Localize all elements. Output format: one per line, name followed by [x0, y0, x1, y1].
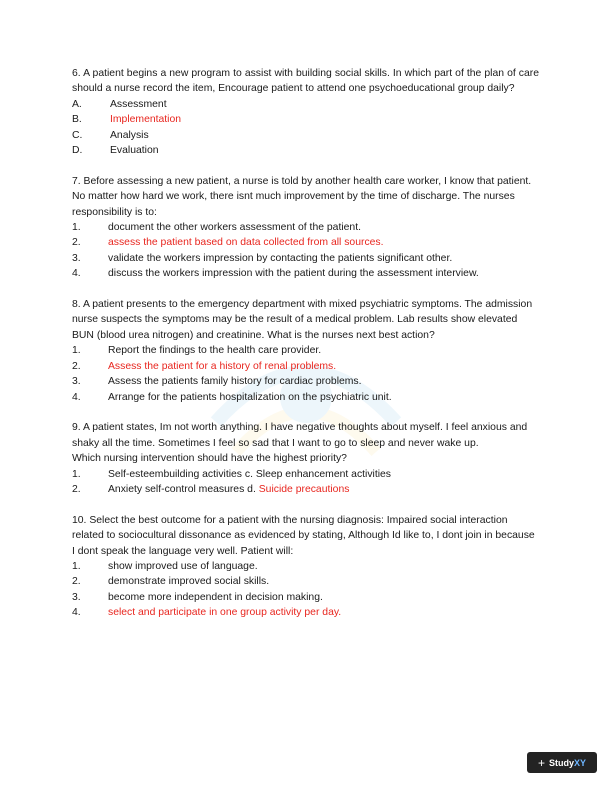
option-1: [72, 559, 539, 574]
badge-brand-accent: XY: [574, 757, 587, 768]
option-label: 2.: [72, 483, 81, 495]
option-label: B.: [72, 114, 82, 126]
question-9: [72, 420, 539, 497]
option-text: Report the findings to the health care provider.: [108, 345, 322, 357]
option-label: A.: [72, 98, 82, 110]
option-text: Self-esteembuilding activities c. Sleep enhancement activities: [108, 468, 392, 480]
question-stem: 9. A patient states, Im not worth anything. I have negative thoughts about myself. I feel anxious and shaky all the time. Sometimes I feel so sad that I want to go to sleep and never wake up.: [72, 422, 528, 449]
question-stem: 7. Before assessing a new patient, a nurse is told by another health care worker, I know that patient. No matter how hard we work, there isnt much improvement by the time of discharge. The nurses responsibility is to:: [72, 175, 532, 218]
option-2: [72, 482, 539, 497]
option-d: [72, 143, 539, 158]
option-label: 2.: [72, 360, 81, 372]
option-text: Assessment: [110, 98, 167, 110]
question-stem: 8. A patient presents to the emergency department with mixed psychiatric symptoms. The admission nurse suspects the symptoms may be the result of a medical problem. Lab results show elevated BUN (blood urea nitrogen) and creatinine. What is the nurses next best action?: [72, 299, 533, 341]
option-1: [72, 220, 539, 235]
question-list: [72, 66, 539, 636]
option-label: 1.: [72, 560, 81, 572]
correct-option-text: select and participate in one group activity per day.: [108, 607, 342, 619]
correct-option-text: Assess the patient for a history of renal problems.: [108, 360, 337, 372]
option-label: 1.: [72, 345, 81, 357]
question-prompt: Which nursing intervention should have the highest priority?: [72, 453, 347, 465]
option-text: become more independent in decision making.: [108, 591, 323, 603]
option-label: 3.: [72, 591, 81, 603]
correct-option-text: assess the patient based on data collected from all sources.: [108, 237, 384, 249]
badge-brand: [549, 758, 586, 768]
badge-brand-text: Study: [548, 757, 574, 768]
option-label: 1.: [72, 468, 81, 480]
option-3: [72, 251, 539, 266]
option-c: [72, 128, 539, 143]
option-text: Arrange for the patients hospitalization on the psychiatric unit.: [108, 391, 392, 403]
option-text: document the other workers assessment of the patient.: [108, 222, 361, 234]
question-6: [72, 66, 539, 158]
option-4: [72, 390, 539, 405]
option-text: Analysis: [110, 129, 149, 141]
option-label: 1.: [72, 222, 81, 234]
option-4: [72, 266, 539, 281]
question-10: [72, 513, 539, 621]
option-3: [72, 590, 539, 605]
plus-icon: +: [537, 755, 545, 770]
option-text: Assess the patients family history for cardiac problems.: [108, 376, 362, 388]
studyxy-badge[interactable]: [527, 752, 597, 773]
option-text-combined: [108, 482, 539, 497]
option-text: discuss the workers impression with the patient during the assessment interview.: [108, 268, 479, 280]
option-2: [72, 574, 539, 589]
question-8: [72, 297, 539, 405]
option-text: validate the workers impression by contacting the patients significant other.: [108, 252, 453, 264]
option-label: 3.: [72, 376, 81, 388]
correct-option-text: Suicide precautions: [258, 483, 350, 495]
option-text: show improved use of language.: [108, 560, 258, 572]
option-label: 4.: [72, 391, 81, 403]
option-text: Evaluation: [110, 145, 159, 157]
correct-option-text: Implementation: [110, 114, 182, 126]
question-stem: 6. A patient begins a new program to assist with building social skills. In which part of the plan of care should a nurse record the item, Encourage patient to attend one psychoeducational group daily?: [72, 68, 539, 95]
option-label: 4.: [72, 268, 81, 280]
option-text: Anxiety self-control measures d.: [108, 483, 259, 495]
option-b: [72, 112, 539, 127]
option-label: 4.: [72, 607, 81, 619]
option-2: [72, 359, 539, 374]
option-a: [72, 97, 539, 112]
option-label: 3.: [72, 252, 81, 264]
option-label: 2.: [72, 237, 81, 249]
option-label: 2.: [72, 576, 81, 588]
option-1: [72, 343, 539, 358]
option-label: C.: [72, 129, 83, 141]
question-stem: 10. Select the best outcome for a patient with the nursing diagnosis: Impaired social interaction related to sociocultural dissonance as evidenced by stating, Although Id like to, I dont join in because I dont speak the language very well. Patient will:: [72, 514, 535, 557]
option-2: [72, 235, 539, 250]
question-7: [72, 174, 539, 282]
option-label: D.: [72, 145, 83, 157]
option-text: demonstrate improved social skills.: [108, 576, 270, 588]
option-4: [72, 605, 539, 620]
option-3: [72, 374, 539, 389]
option-1: [72, 467, 539, 482]
